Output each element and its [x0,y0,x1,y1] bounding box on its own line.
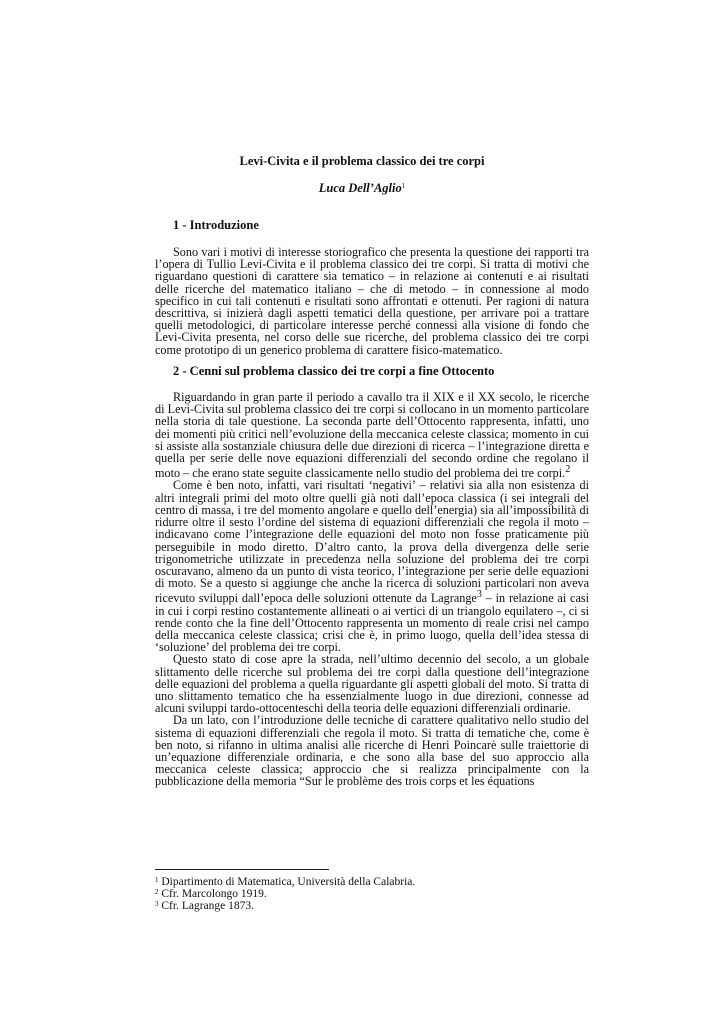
paragraph [155,391,589,479]
section-body-introduzione [155,246,589,356]
section-heading-cenni: 2 - Cenni sul problema classico dei tre corpi a fine Ottocento [173,364,495,378]
paragraph-text: – in relazione ai casi in cui i corpi restino costantemente allineati o ai vertici di un triangolo equilatero –, ci si rende conto che la fine dell’Ottocento rappresenta un momento di reale crisi nel campo della meccanica celeste classica; crisi che è, in primo luogo, quella dell’idea stessa di ‘soluzione’ del problema dei tre corpi. [155,591,589,655]
paragraph: Questo stato di cose apre la strada, nell’ultimo decennio del secolo, a un globale slittamento delle ricerche sul problema dei tre corpi dalla questione dell’integrazione delle equazioni del problema a quella riguardante gli aspetti globali del moto. Si tratta di uno slittamento tematico che ha essenzialmente luogo in due direzioni, connesse ad alcuni sviluppi tardo-ottocenteschi della teoria delle equazioni differenziali ordinarie. [155,652,589,716]
footnote-mark: 2 [565,464,571,476]
footnote-mark: 3 [476,589,482,601]
paragraph-text: Come è ben noto, infatti, vari risultati ‘negativi’ – relativi sia alla non esistenza di altri integrali primi del moto oltre quelli già noti dall’epoca classica (i sei integrali del centro di massa, i tre del momento angolare e quello dell’energia) sia all’impossibilità di ridurre oltre il sesto l’ordine del sistema di equazioni differenziali che regola il moto – indicavano come l’integrazione delle equazioni del moto non fosse praticamente più perseguibile in modo diretto. D’altro canto, la prova della divergenza delle serie trigonometriche utilizzate in precedenza nella soluzione del problema dei tre corpi oscuravano, almeno da un punto di vista teorico, l’integrazione per serie delle equazioni di moto. Se a questo si aggiunge che anche la ricerca di soluzioni particolari non aveva ricevuto sviluppi dall’epoca delle soluzioni ottenute da Lagrange [155,478,589,606]
footnotes [155,876,589,912]
footnote-text: Cfr. Lagrange 1873. [161,900,254,912]
footnote-number: 1 [155,876,159,884]
author-name: Luca Dell’Aglio [318,181,402,195]
section-body-cenni [155,391,589,788]
section-heading-introduzione: 1 - Introduzione [173,218,259,232]
paragraph: Sono vari i motivi di interesse storiografico che presenta la questione dei rapporti tra l’opera di Tullio Levi-Civita e il problema classico dei tre corpi. Si tratta di motivi che riguardano questioni di carattere sia tematico – in relazione ai contenuti e ai risultati delle ricerche del matematico italiano – che di metodo – in connessione al modo specifico in cui tali contenuti e risultati sono affrontati e ottenuti. Per ragioni di natura descrittiva, si inizierà dagli aspetti tematici della questione, per arrivare poi a trattare quelli metodologici, di particolare interesse perché connessi alla visione di fondo che Levi-Civita presenta, nel corso delle sue ricerche, del problema classico dei tre corpi come prototipo di un generico problema di carattere fisico-matematico. [155,245,589,357]
footnote-number: 3 [155,900,159,908]
footnote-number: 2 [155,888,159,896]
paragraph: Da un lato, con l’introduzione delle tecniche di carattere qualitativo nello studio del sistema di equazioni differenziali che regola il moto. Si tratta di tematiche che, come è ben noto, si rifanno in ultima analisi alle ricerche di Henri Poincarè sulle traiettorie di un’equazione differenziale ordinaria, e che sono alla base del suo approccio alla meccanica celeste classica; approccio che si realizza principalmente con la pubblicazione della memoria “Sur le problème des trois corps et les équations [155,713,589,789]
footnote [155,900,589,912]
footnote [155,888,589,900]
author-footnote-mark: 1 [401,182,406,190]
author-line [0,181,724,196]
footnote-text: Cfr. Marcolongo 1919. [161,888,267,900]
footnote-divider [155,869,329,870]
footnote-text: Dipartimento di Matematica, Università della Calabria. [161,876,416,888]
paragraph-text: Riguardando in gran parte il periodo a cavallo tra il XIX e il XX secolo, le ricerche di Levi-Civita sul problema classico dei tre corpi si collocano in un momento particolare nella storia di tale questione. La seconda parte dell’Ottocento rappresenta, infatti, uno dei momenti più critici nell’evoluzione della meccanica celeste classica; momento in cui si assiste alla sostanziale chiusura delle due direzioni di ricerca – l’integrazione diretta e quella per serie delle nove equazioni differenziali del secondo ordine che regolano il moto – che erano state seguite classicamente nello studio del problema dei tre corpi. [155,390,589,481]
footnote [155,876,589,888]
paragraph [155,479,589,653]
paper-title: Levi-Civita e il problema classico dei tre corpi [239,154,485,168]
